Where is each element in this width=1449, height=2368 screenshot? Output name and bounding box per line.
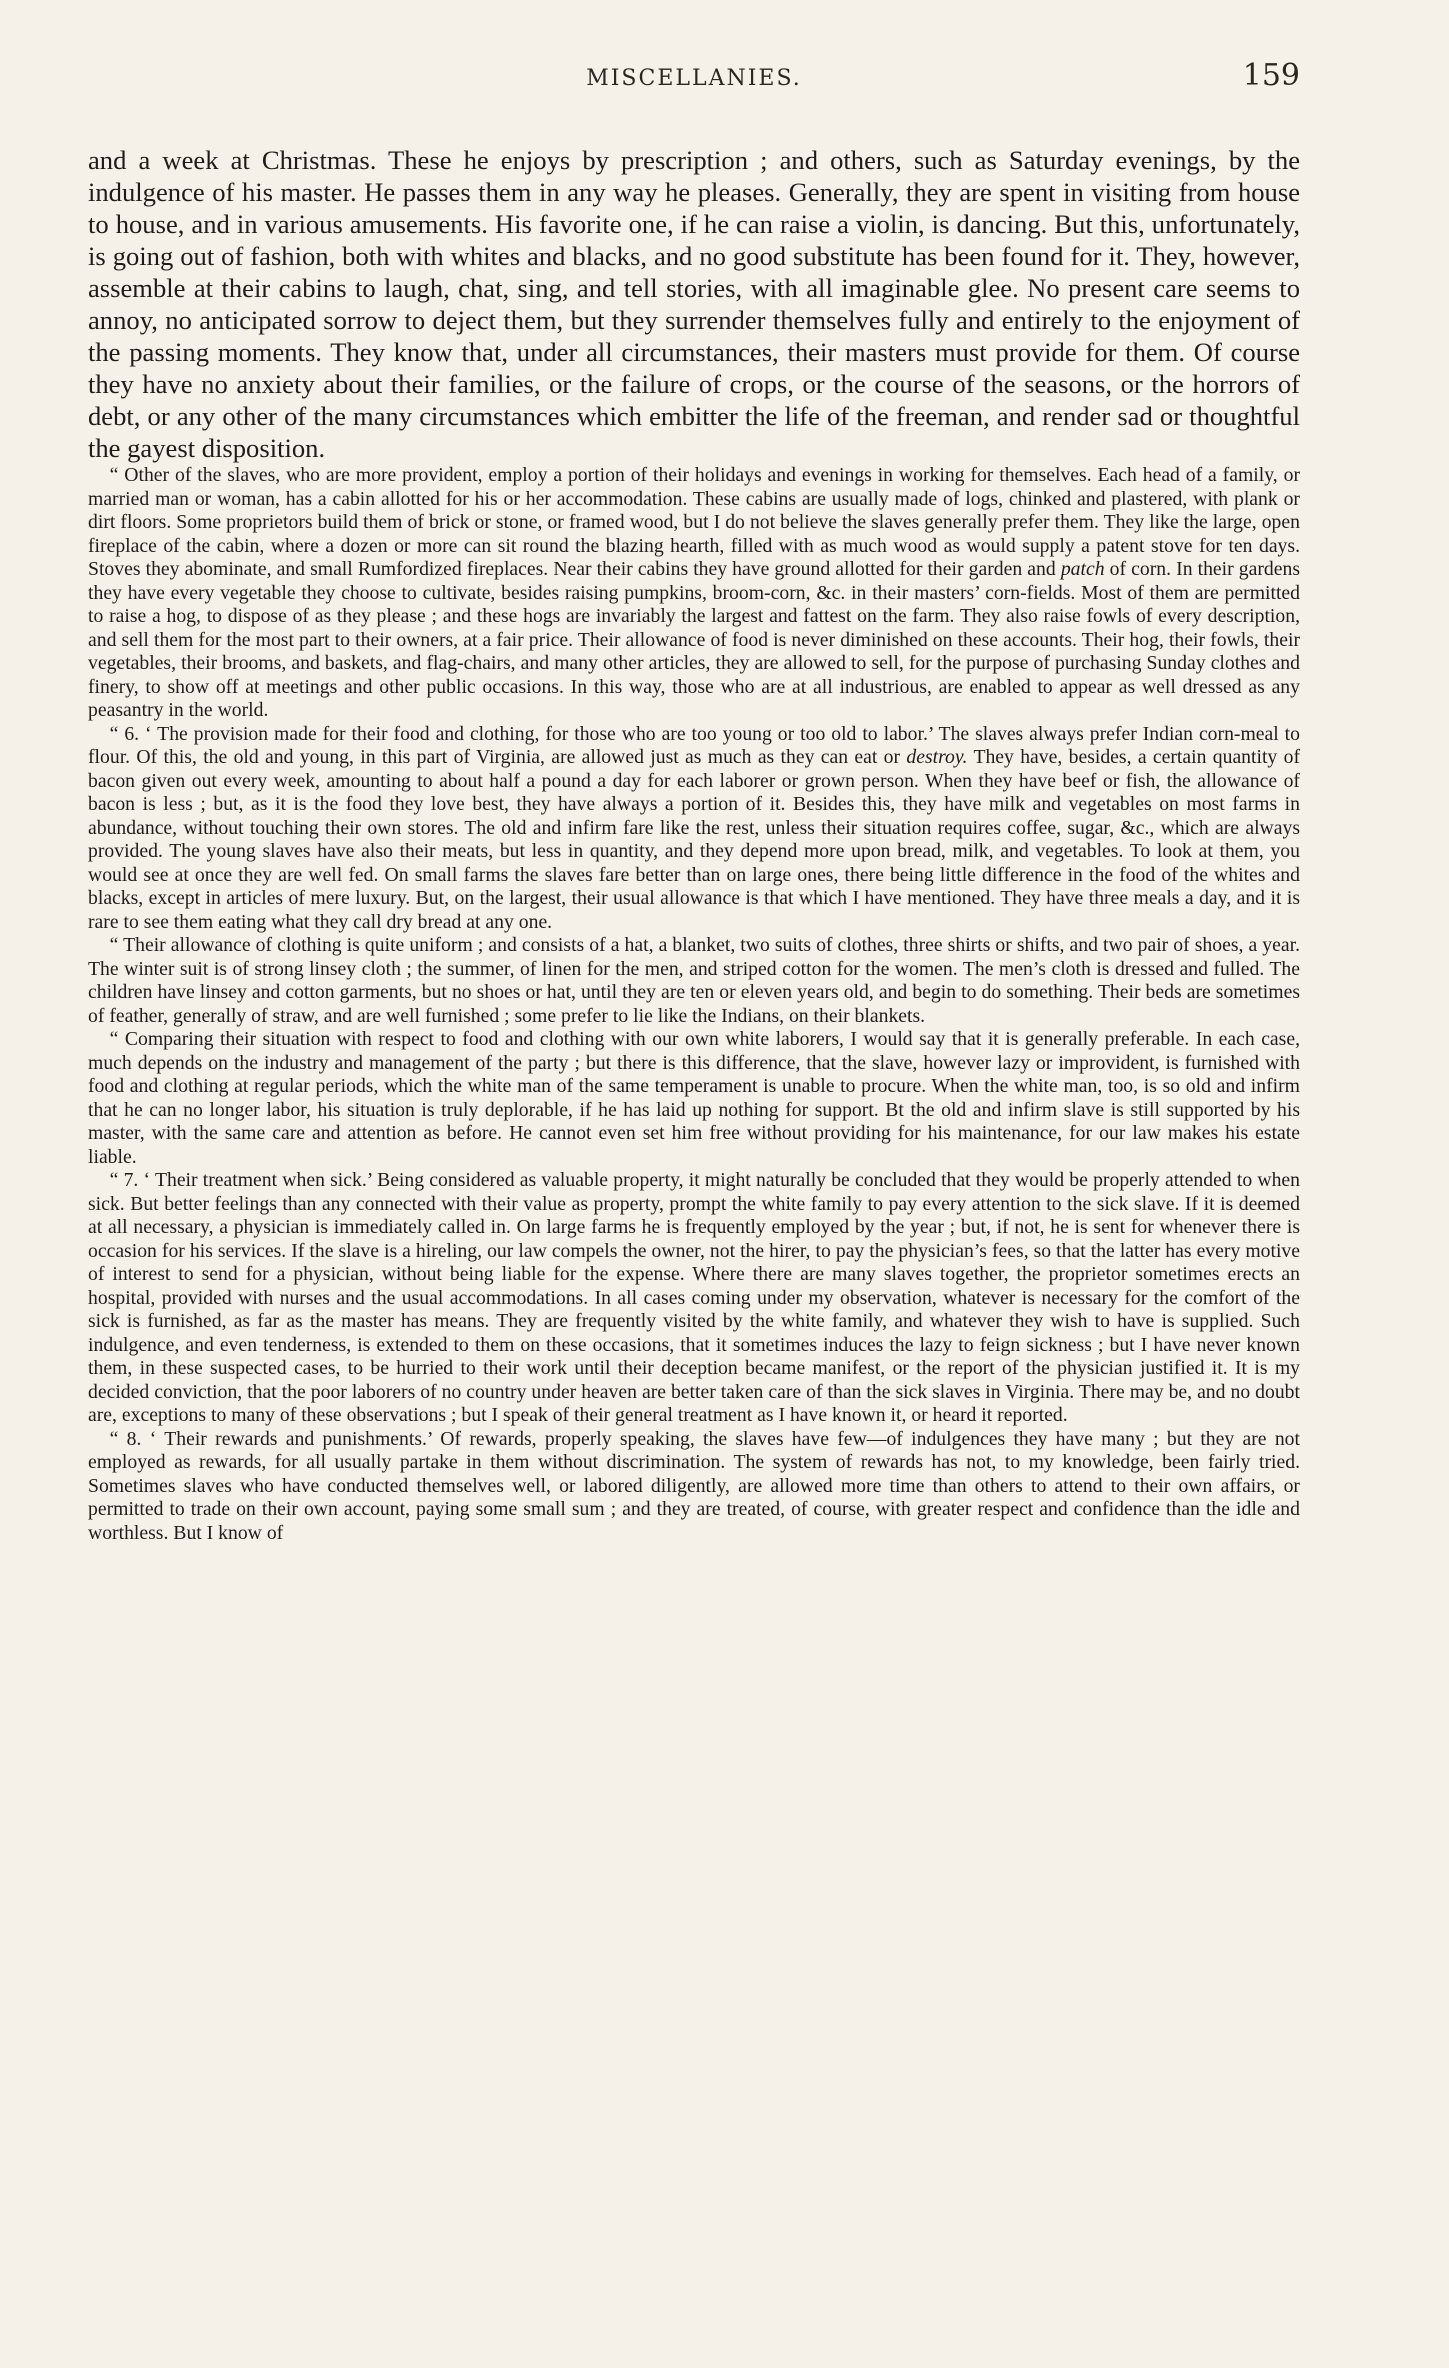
paragraph-comparison: “ Comparing their situation with respect to food and clothing with our own white laborers, I would say that it is generally preferable. In each case, much depends on the industry and management of the party ; but there is this difference, that the slave, however lazy or improvident, is furnished with food and clothing at regular periods, which the white man of the same temperament is unable to procure. When the white man, too, is so old and infirm that he can no longer labor, his situation is truly deplorable, if he has laid up nothing for support. Bt the old and infirm slave is still supported by his master, with the same care and attention as before. He cannot even set him free without providing for his maintenance, for our law makes his estate liable. — [88, 1028, 1300, 1168]
paragraph-cabins-text: “ Other of the slaves, who are more provident, employ a portion of their holidays and evenings in working for themselves. Each head of a family, or married man or woman, has a cabin allotted for his or her accommodation. These cabins are usually made of logs, chinked and plastered, with plank or dirt floors. Some proprietors build them of brick or stone, or framed wood, but I do not believe the slaves generally prefer them. They like the large, open fireplace of the cabin, where a dozen or more can sit round the blazing hearth, filled with as much wood as would supply a patent stove for ten days. Stoves they abominate, and small Rumfordized fireplaces. Near their cabins they have ground allotted for their garden and — [88, 464, 1300, 580]
paragraph-food — [88, 723, 1300, 935]
emphasis-destroy: destroy. — [906, 746, 968, 768]
paragraph-cabins-rest: of corn. In their gardens they have every vegetable they choose to cultivate, besides raising pumpkins, broom-corn, &c. in their masters’ corn-fields. Most of them are permitted to raise a hog, to dispose of as they please ; and these hogs are invariably the largest and fattest on the farm. They also raise fowls of every description, and sell them for the most part to their owners, at a fair price. Their allowance of food is never diminished on these accounts. Their hog, their fowls, their vegetables, their brooms, and baskets, and flag-chairs, and many other articles, they are allowed to sell, for the purpose of purchasing Sunday clothes and finery, to show off at meetings and other public occasions. In this way, those who are at all industrious, are enabled to appear as well dressed as any peasantry in the world. — [88, 558, 1301, 721]
paragraph-food-rest: They have, besides, a certain quantity of bacon given out every week, amounting to about half a pound a day for each laborer or grown person. When they have beef or fish, the allowance of bacon is less ; but, as it is the food they love best, they have always a portion of it. Besides this, they have milk and vegetables on most farms in abundance, without touching their own stores. The old and infirm fare like the rest, unless their situation requires coffee, sugar, &c., which are always provided. The young slaves have also their meats, but less in quantity, and they depend more upon bread, milk, and vegetables. To look at them, you would see at once they are well fed. On small farms the slaves fare better than on large ones, there being little difference in the food of the whites and blacks, except in articles of mere luxury. But, on the largest, their usual allowance is that which I have mentioned. They have three meals a day, and it is rare to see them eating what they call dry bread at any one. — [88, 746, 1300, 933]
emphasis-patch: patch — [1060, 558, 1105, 580]
book-page — [88, 58, 1300, 1545]
paragraph-holidays: and a week at Christmas. These he enjoys by prescription ; and others, such as Saturday evenings, by the indulgence of his master. He passes them in any way he pleases. Generally, they are spent in visiting from house to house, and in various amusements. His favorite one, if he can raise a violin, is dancing. But this, unfortunately, is going out of fashion, both with whites and blacks, and no good substitute has been found for it. They, however, assemble at their cabins to laugh, chat, sing, and tell stories, with all imaginable glee. No present care seems to annoy, no anticipated sorrow to deject them, but they surrender themselves fully and entirely to the enjoyment of the passing moments. They know that, under all circumstances, their masters must provide for them. Of course they have no anxiety about their families, or the failure of crops, or the course of the seasons, or the horrors of debt, or any other of the many circumstances which embitter the life of the freeman, and render sad or thoughtful the gayest disposition. — [88, 145, 1300, 463]
paragraph-food-text: “ 6. ‘ The provision made for their food and clothing, for those who are too young or too old to labor.’ The slaves always prefer Indian corn-meal to flour. Of this, the old and young, in this part of Virginia, are allowed just as much as they can eat or — [88, 722, 1300, 768]
paragraph-cabins — [88, 464, 1300, 723]
running-head — [88, 58, 1300, 102]
paragraph-clothing: “ Their allowance of clothing is quite uniform ; and consists of a hat, a blanket, two suits of clothes, three shirts or shifts, and two pair of shoes, a year. The winter suit is of strong linsey cloth ; the summer, of linen for the men, and striped cotton for the women. The men’s cloth is dressed and fulled. The children have linsey and cotton garments, but no shoes or hat, until they are ten or eleven years old, and begin to do something. Their beds are sometimes of feather, generally of straw, and are well furnished ; some prefer to lie like the Indians, on their blankets. — [88, 934, 1300, 1027]
paragraph-rewards: “ 8. ‘ Their rewards and punishments.’ Of rewards, properly speaking, the slaves have few—of indulgences they have many ; but they are not employed as rewards, for all usually partake in them without discrimination. The system of rewards has not, to my knowledge, been fairly tried. Sometimes slaves who have conducted themselves well, or labored diligently, are allowed more time than others to attend to their own affairs, or permitted to trade on their own account, paying some small sum ; and they are treated, of course, with greater respect and confidence than the idle and worthless. But I know of — [88, 1427, 1300, 1544]
running-title: MISCELLANIES. — [586, 66, 802, 91]
paragraph-sickness: “ 7. ‘ Their treatment when sick.’ Being considered as valuable property, it might naturally be concluded that they would be properly attended to when sick. But better feelings than any connected with their value as property, prompt the white family to pay every attention to the sick slave. If it is deemed at all necessary, a physician is immediately called in. On large farms he is frequently employed by the year ; but, if not, he is sent for whenever there is occasion for his services. If the slave is a hireling, our law compels the owner, not the hirer, to pay the physician’s fees, so that the latter has every motive of interest to send for a physician, without being liable for the expense. Where there are many slaves together, the proprietor sometimes erects an hospital, provided with nurses and the usual accommodations. In all cases coming under my observation, whatever is necessary for the comfort of the sick is furnished, as far as the master has means. They are frequently visited by the white family, and whatever they wish to have is supplied. Such indulgence, and even tenderness, is extended to them on these occasions, that it sometimes induces the lazy to feign sickness ; but I have never known them, in these suspected cases, to be hurried to their work until their deception became manifest, or the report of the physician justified it. It is my decided conviction, that the poor laborers of no country under heaven are better taken care of than the sick slaves in Virginia. There may be, and no doubt are, exceptions to many of these observations ; but I speak of their general treatment as I have known it, or heard it reported. — [88, 1169, 1300, 1426]
page-number: 159 — [1242, 58, 1300, 93]
